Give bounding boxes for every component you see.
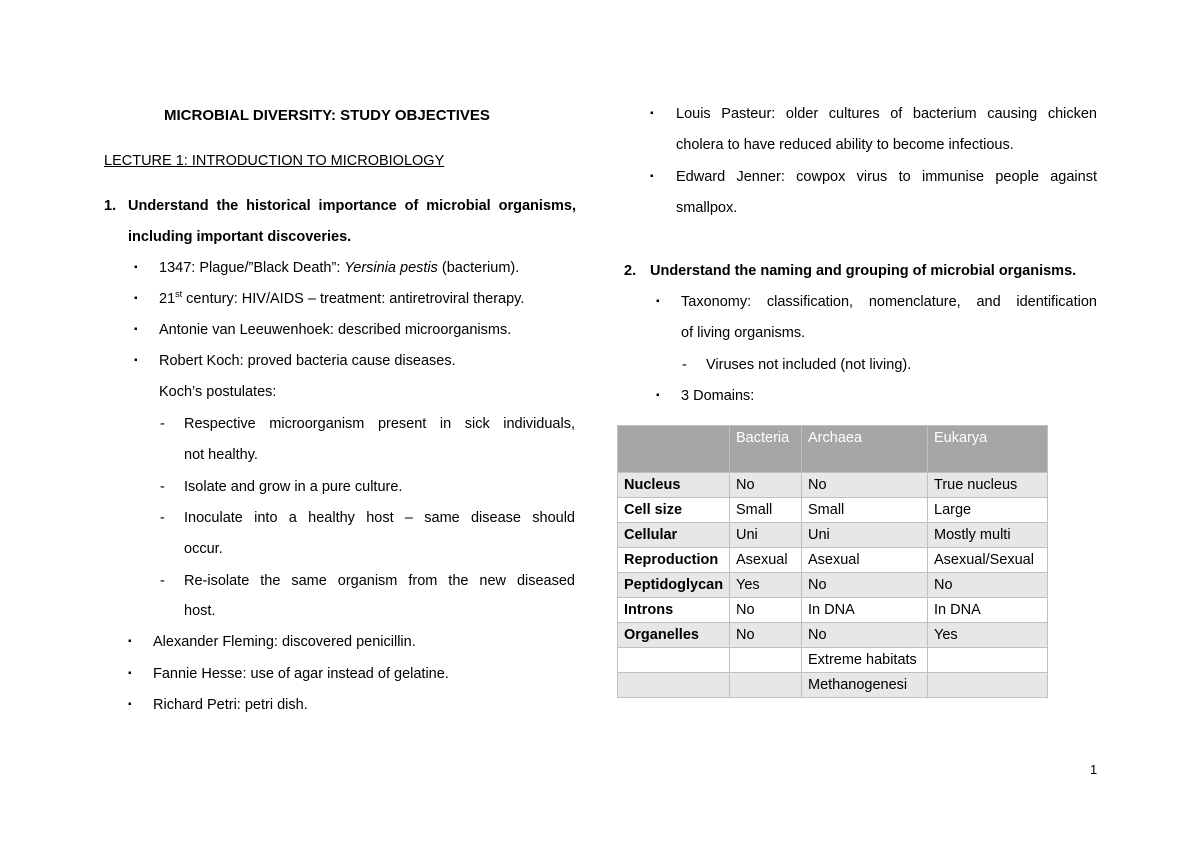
table-header-cell	[618, 426, 730, 473]
row-header: Cell size	[618, 498, 730, 523]
table-cell: No	[802, 573, 928, 598]
bullet-icon: ▪	[134, 262, 138, 273]
table-cell: No	[730, 623, 802, 648]
bullet-pasteur-line-2: cholera to have reduced ability to become infectious.	[676, 137, 1014, 153]
bullet-koch: Robert Koch: proved bacteria cause diseases.	[159, 353, 456, 369]
row-header: Reproduction	[618, 548, 730, 573]
table-cell: Yes	[730, 573, 802, 598]
three-domains-label: 3 Domains:	[681, 388, 755, 404]
table-cell: Asexual	[802, 548, 928, 573]
table-cell: Mostly multi	[928, 523, 1048, 548]
viruses-note: Viruses not included (not living).	[706, 357, 912, 373]
table-row	[618, 598, 1048, 623]
objective-1-line-1: Understand the historical importance of microbial organisms,	[128, 198, 576, 214]
bullet-plague	[159, 258, 519, 278]
bullet-pasteur-line-1: Louis Pasteur: older cultures of bacterium causing chicken	[676, 106, 1097, 122]
bullet-icon: ▪	[656, 296, 660, 307]
row-header: Peptidoglycan	[618, 573, 730, 598]
table-header-cell: Archaea	[802, 426, 928, 473]
table-row	[618, 648, 1048, 673]
dash-icon: -	[160, 510, 165, 526]
lecture-heading: LECTURE 1: INTRODUCTION TO MICROBIOLOGY	[104, 153, 445, 169]
table-cell: No	[802, 623, 928, 648]
table-cell: No	[802, 473, 928, 498]
row-header	[618, 673, 730, 698]
table-cell: Small	[802, 498, 928, 523]
table-header-cell: Bacteria	[730, 426, 802, 473]
koch-postulate-4-line-1: Re-isolate the same organism from the new diseased	[184, 573, 575, 589]
table-cell: Uni	[730, 523, 802, 548]
koch-postulate-1-line-1: Respective microorganism present in sick individuals,	[184, 416, 575, 432]
table-cell: Asexual	[730, 548, 802, 573]
bullet-jenner-line-2: smallpox.	[676, 200, 738, 216]
bullet-icon: ▪	[656, 390, 660, 401]
bullet-icon: ▪	[650, 108, 654, 119]
table-cell: Methanogenesi	[802, 673, 928, 698]
objective-2-number: 2.	[624, 263, 637, 279]
dash-icon: -	[160, 479, 165, 495]
domains-table	[617, 425, 1048, 698]
plague-text: 1347: Plague/”Black Death”:	[159, 260, 345, 276]
bullet-hesse: Fannie Hesse: use of agar instead of gelatine.	[153, 666, 449, 682]
row-header: Cellular	[618, 523, 730, 548]
koch-postulate-4-line-2: host.	[184, 603, 216, 619]
table-cell: In DNA	[928, 598, 1048, 623]
objective-2-text: Understand the naming and grouping of microbial organisms.	[650, 263, 1077, 279]
dash-icon: -	[160, 416, 165, 432]
table-header-cell: Eukarya	[928, 426, 1048, 473]
row-header	[618, 648, 730, 673]
table-cell: No	[928, 573, 1048, 598]
table-row	[618, 673, 1048, 698]
table-cell: Asexual/Sexual	[928, 548, 1048, 573]
bullet-icon: ▪	[134, 293, 138, 304]
table-row	[618, 523, 1048, 548]
yersinia-pestis-italic: Yersinia pestis	[344, 260, 438, 276]
bullet-fleming: Alexander Fleming: discovered penicillin.	[153, 634, 416, 650]
table-row	[618, 498, 1048, 523]
table-cell	[730, 673, 802, 698]
century-sup: st	[175, 289, 183, 300]
row-header: Nucleus	[618, 473, 730, 498]
document-title: MICROBIAL DIVERSITY: STUDY OBJECTIVES	[164, 107, 490, 124]
page-number: 1	[1090, 762, 1098, 777]
koch-postulate-2: Isolate and grow in a pure culture.	[184, 479, 403, 495]
table-cell: No	[730, 473, 802, 498]
table-cell: Yes	[928, 623, 1048, 648]
table-row	[618, 548, 1048, 573]
plague-text-end: (bacterium).	[437, 260, 520, 276]
table-header-row	[618, 426, 1048, 473]
bullet-icon: ▪	[134, 324, 138, 335]
hiv-text: century: HIV/AIDS – treatment: antiretroviral therapy.	[182, 291, 525, 307]
bullet-icon: ▪	[128, 699, 132, 710]
table-cell: Large	[928, 498, 1048, 523]
table-cell: True nucleus	[928, 473, 1048, 498]
bullet-jenner-line-1: Edward Jenner: cowpox virus to immunise people against	[676, 169, 1097, 185]
table-cell	[730, 648, 802, 673]
table-cell: In DNA	[802, 598, 928, 623]
table-cell: Extreme habitats	[802, 648, 928, 673]
bullet-hiv	[159, 289, 524, 309]
objective-1-number: 1.	[104, 198, 117, 214]
century-number: 21	[159, 291, 176, 307]
bullet-leeuwenhoek: Antonie van Leeuwenhoek: described microorganisms.	[159, 322, 512, 338]
dash-icon: -	[682, 357, 687, 373]
koch-postulates-heading: Koch’s postulates:	[159, 384, 277, 400]
table-row	[618, 623, 1048, 648]
taxonomy-line-2: of living organisms.	[681, 325, 806, 341]
bullet-icon: ▪	[128, 636, 132, 647]
row-header: Introns	[618, 598, 730, 623]
koch-postulate-1-line-2: not healthy.	[184, 447, 258, 463]
dash-icon: -	[160, 573, 165, 589]
table-cell	[928, 648, 1048, 673]
bullet-icon: ▪	[134, 355, 138, 366]
table-cell	[928, 673, 1048, 698]
table-row	[618, 573, 1048, 598]
taxonomy-line-1: Taxonomy: classification, nomenclature, and identification	[681, 294, 1097, 310]
bullet-icon: ▪	[128, 668, 132, 679]
table-row	[618, 473, 1048, 498]
koch-postulate-3-line-1: Inoculate into a healthy host – same disease should	[184, 510, 575, 526]
bullet-petri: Richard Petri: petri dish.	[153, 697, 308, 713]
table-cell: No	[730, 598, 802, 623]
bullet-icon: ▪	[650, 171, 654, 182]
table-cell: Uni	[802, 523, 928, 548]
koch-postulate-3-line-2: occur.	[184, 541, 223, 557]
objective-1-line-2: including important discoveries.	[128, 229, 352, 245]
row-header: Organelles	[618, 623, 730, 648]
table-cell: Small	[730, 498, 802, 523]
